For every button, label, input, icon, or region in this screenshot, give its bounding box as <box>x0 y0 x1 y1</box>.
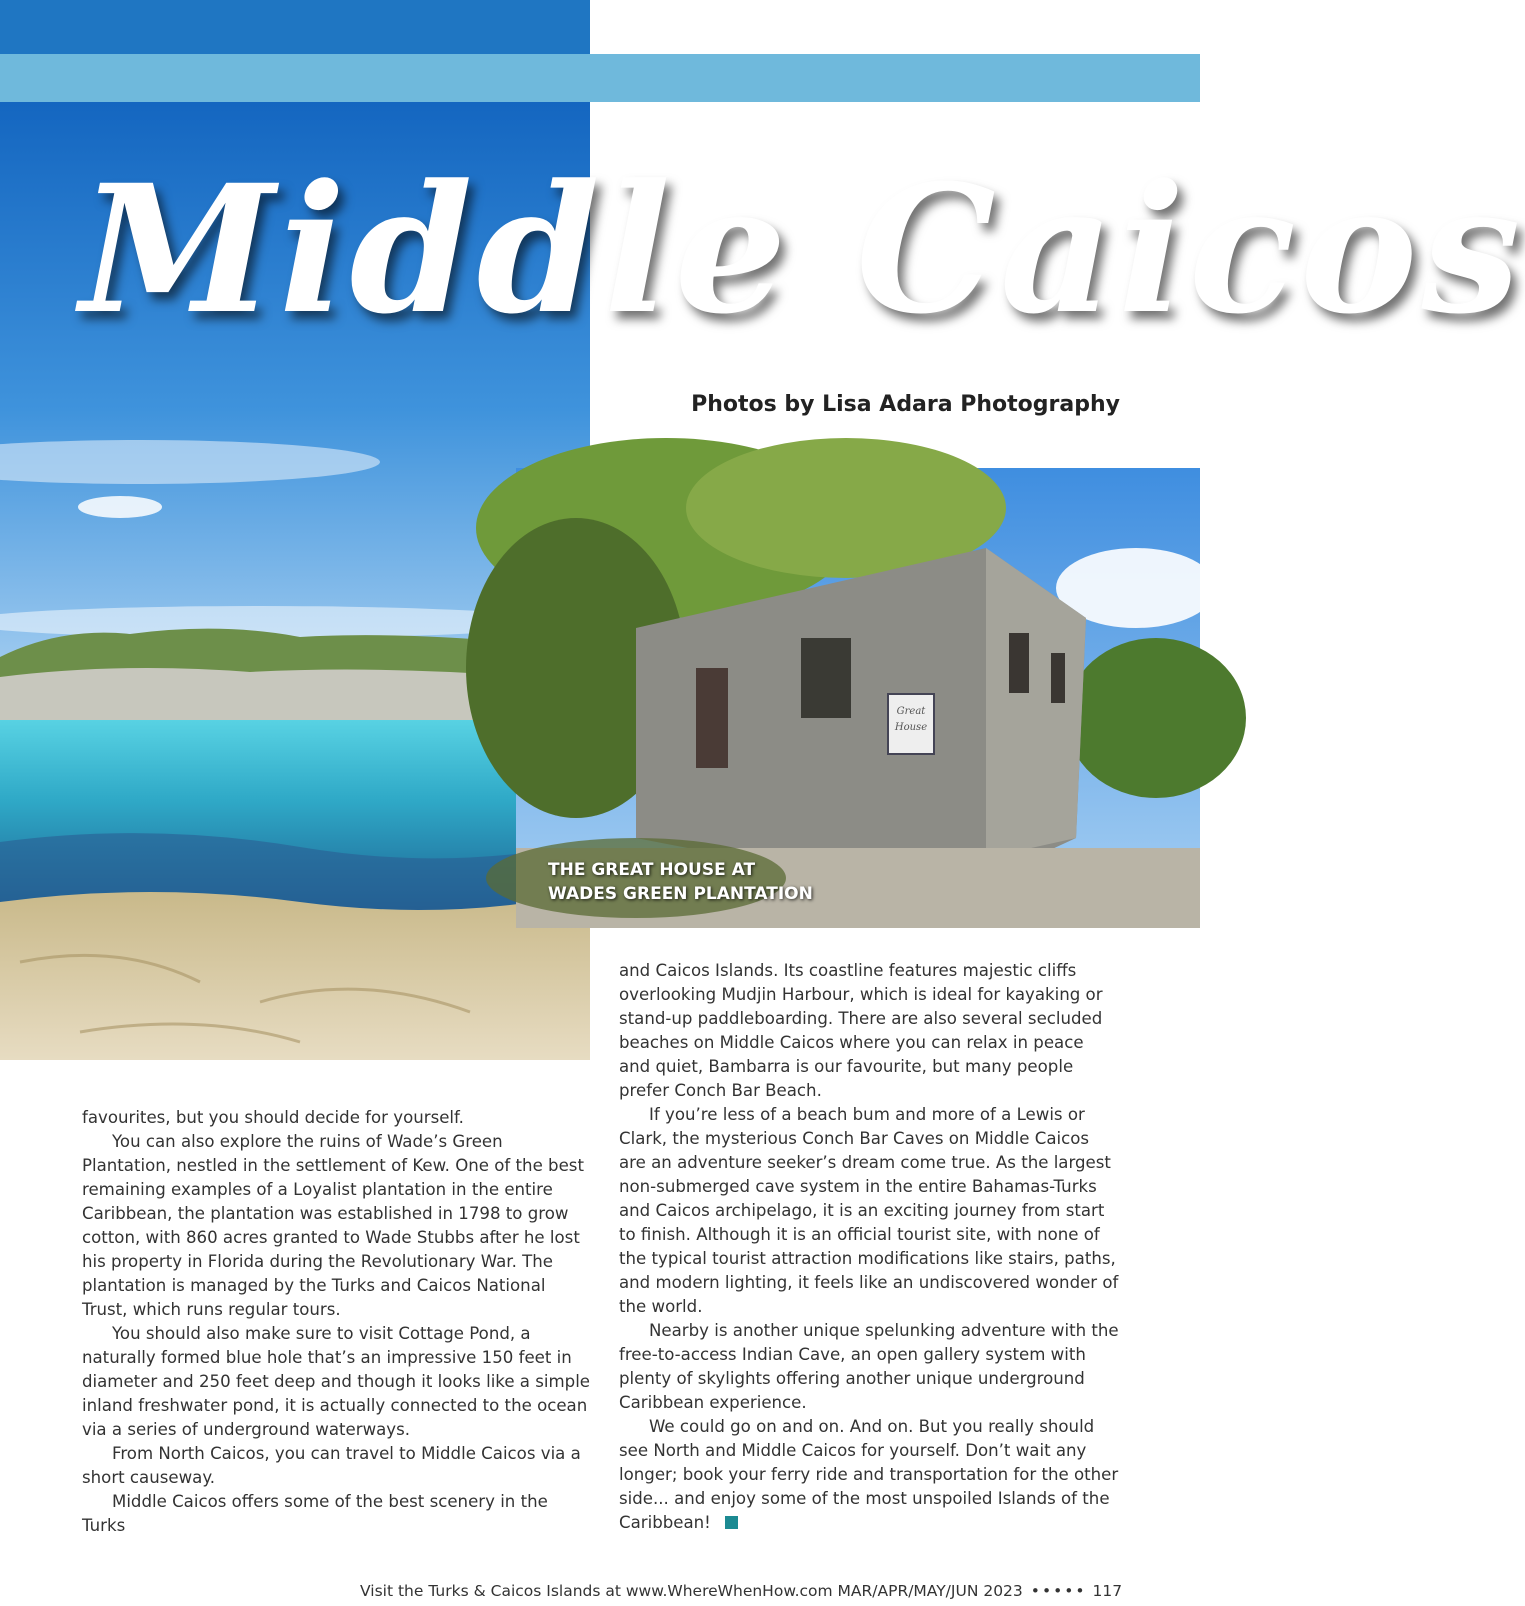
caption-line-1: THE GREAT HOUSE AT <box>548 860 756 880</box>
photo-caption <box>548 858 848 906</box>
photo-credit: Photos by Lisa Adara Photography <box>691 392 1120 417</box>
footer-dots: ••••• <box>1030 1582 1087 1600</box>
sign-text-line2: House <box>894 722 928 733</box>
paragraph: If you’re less of a beach bum and more of a Lewis or Clark, the mysterious Conch Bar Caves on Middle Caicos are an adventure seeker’s dream come true. As the largest non-submerged cave system in the entire Bahamas-Turks and Caicos archipelago, it is an exciting journey from start to finish. Although it is an official tourist site, with none of the typical tourist attraction modifications like stairs, paths, and modern lighting, it feels like an undiscovered wonder of the world. <box>619 1105 1119 1316</box>
paragraph: favourites, but you should decide for yourself. <box>82 1108 464 1127</box>
page-footer <box>360 1582 1123 1600</box>
paragraph: and Caicos Islands. Its coastline features majestic cliffs overlooking Mudjin Harbour, which is ideal for kayaking or stand-up paddleboarding. There are also several secluded beaches on Middle Caicos where you can relax in peace and quiet, Bambarra is our favourite, but many people prefer Conch Bar Beach. <box>619 961 1103 1100</box>
paragraph-text: We could go on and on. And on. But you really should see North and Middle Caicos for yourself. Don’t wait any longer; book your ferry ride and transportation for the other side... and enjoy some of the most unspoiled Islands of the Caribbean! <box>619 1417 1119 1532</box>
caption-line-2: WADES GREEN PLANTATION <box>548 884 813 904</box>
article-title: Middle Caicos <box>80 146 1525 353</box>
sign-text-line1: Great <box>896 706 926 717</box>
end-mark-icon <box>725 1516 738 1529</box>
paragraph: Middle Caicos offers some of the best scenery in the Turks <box>82 1492 548 1535</box>
article-column-left <box>82 1106 592 1538</box>
paragraph: You should also make sure to visit Cottage Pond, a naturally formed blue hole that’s an impressive 150 feet in diameter and 250 feet deep and though it looks like a simple inland freshwater pond, it is actually connected to the ocean via a series of underground waterways. <box>82 1324 591 1439</box>
top-color-bar <box>0 0 590 54</box>
accent-color-bar <box>0 54 1200 102</box>
paragraph: You can also explore the ruins of Wade’s Green Plantation, nestled in the settlement of Kew. One of the best remaining examples of a Loyalist plantation in the entire Caribbean, the plantation was established in 1798 to grow cotton, with 860 acres granted to Wade Stubbs after he lost his property in Florida during the Revolutionary War. The plantation is managed by the Turks and Caicos National Trust, which runs regular tours. <box>82 1132 584 1319</box>
paragraph: From North Caicos, you can travel to Middle Caicos via a short causeway. <box>82 1444 581 1487</box>
page-number: 117 <box>1092 1582 1123 1600</box>
paragraph: Nearby is another unique spelunking adventure with the free-to-access Indian Cave, an open gallery system with plenty of skylights offering another unique underground Caribbean experience. <box>619 1321 1119 1412</box>
article-column-right <box>619 959 1119 1535</box>
paragraph-last <box>619 1415 1119 1535</box>
footer-text: Visit the Turks & Caicos Islands at www.WhereWhenHow.com MAR/APR/MAY/JUN 2023 <box>360 1582 1023 1600</box>
